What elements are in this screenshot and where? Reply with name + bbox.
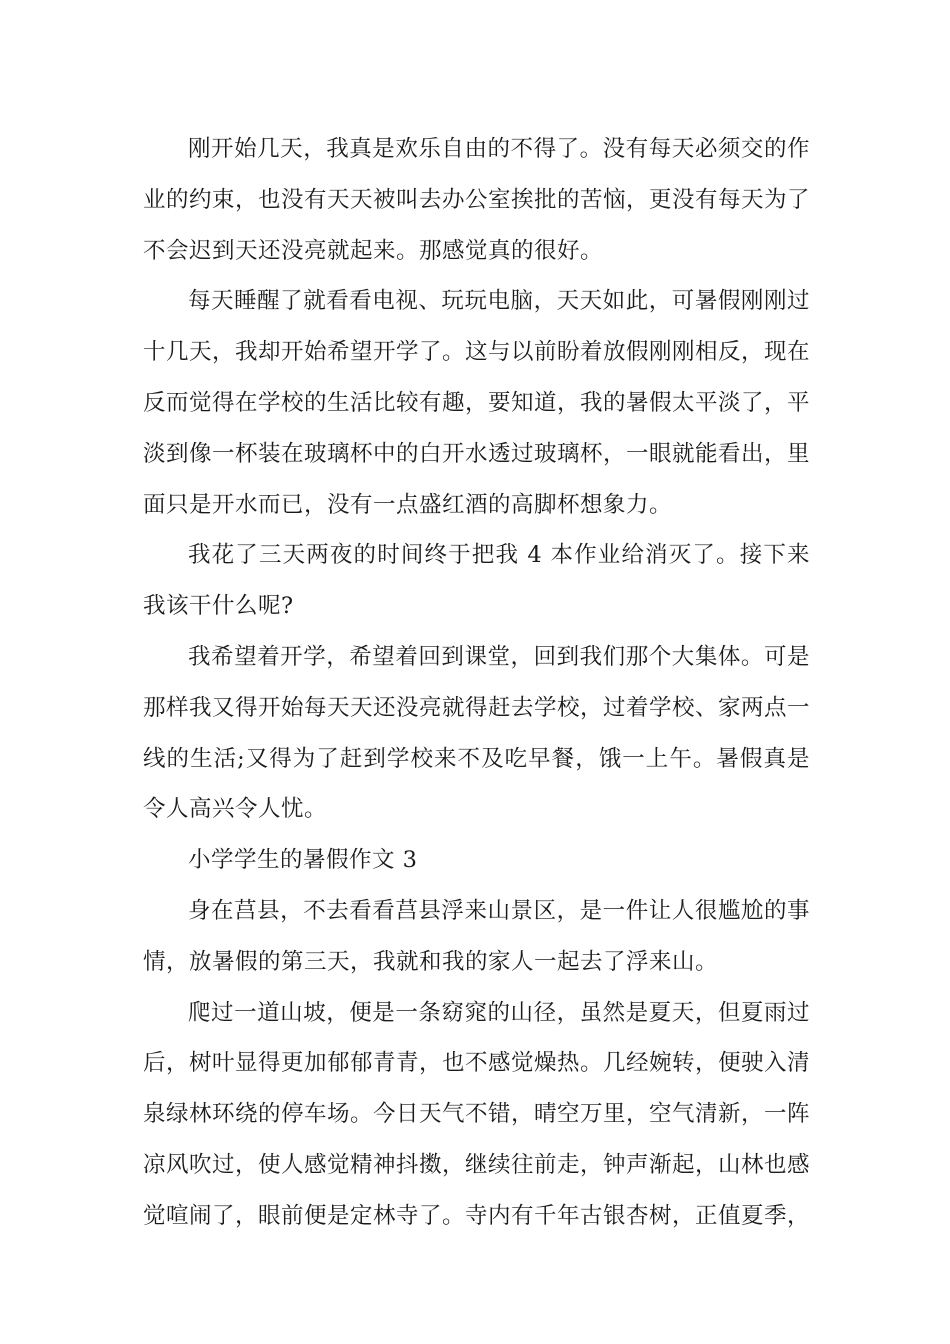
paragraph: 我希望着开学，希望着回到课堂，回到我们那个大集体。可是那样我又得开始每天天还没亮就得赶去学校，过着学校、家两点一线的生活;又得为了赶到学校来不及吃早餐，饿一上午。暑假真是令人高兴令人忧。 xyxy=(143,643,811,823)
paragraph: 爬过一道山坡，便是一条窈窕的山径，虽然是夏天，但夏雨过后，树叶显得更加郁郁青青，也不感觉燥热。几经婉转，便驶入清泉绿林环绕的停车场。今日天气不错，晴空万里，空气清新，一阵凉风吹过，使人感觉精神抖擞，继续往前走，钟声渐起，山林也感觉喧闹了，眼前便是定林寺了。寺内有千年古银杏树，正值夏季， xyxy=(143,999,811,1229)
paragraph: 每天睡醒了就看看电视、玩玩电脑，天天如此，可暑假刚刚过十几天，我却开始希望开学了。这与以前盼着放假刚刚相反，现在反而觉得在学校的生活比较有趣，要知道，我的暑假太平淡了，平淡到像一杯装在玻璃杯中的白开水透过玻璃杯，一眼就能看出，里面只是开水而已，没有一点盛红酒的高脚杯想象力。 xyxy=(143,288,811,518)
paragraph: 我花了三天两夜的时间终于把我 4 本作业给消灭了。接下来我该干什么呢? xyxy=(143,542,810,620)
section-heading: 小学学生的暑假作文 3 xyxy=(188,847,418,874)
document-body xyxy=(143,124,810,1242)
paragraph: 身在莒县，不去看看莒县浮来山景区，是一件让人很尴尬的事情，放暑假的第三天，我就和我的家人一起去了浮来山。 xyxy=(143,897,810,975)
paragraph: 刚开始几天，我真是欢乐自由的不得了。没有每天必须交的作业的约束，也没有天天被叫去办公室挨批的苦恼，更没有每天为了不会迟到天还没亮就起来。那感觉真的很好。 xyxy=(143,136,811,264)
